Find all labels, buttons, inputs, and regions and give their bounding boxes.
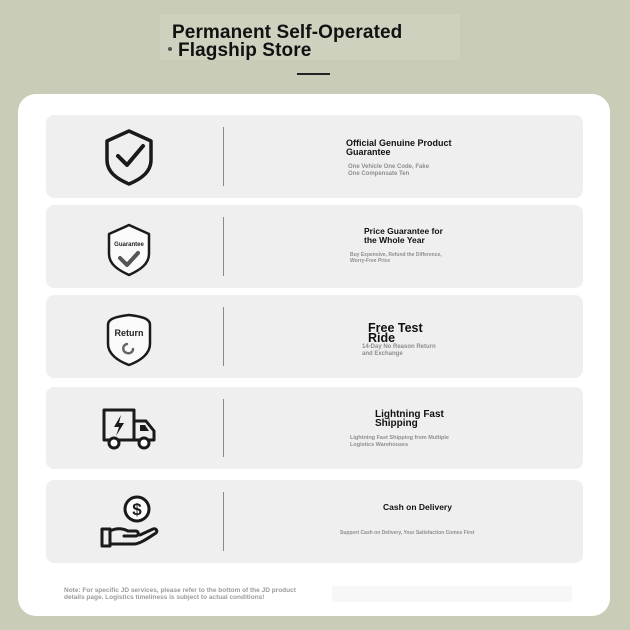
row-divider bbox=[223, 127, 224, 186]
feature-desc: Lightning Fast Shipping from Multiple Logistics Warehouses bbox=[350, 435, 449, 448]
feature-title: Free Test Ride bbox=[368, 321, 423, 345]
row-divider bbox=[223, 307, 224, 366]
title-underline bbox=[297, 73, 330, 75]
row-divider bbox=[223, 492, 224, 551]
feature-title: Lightning Fast Shipping bbox=[375, 409, 444, 429]
guarantee-badge-icon bbox=[98, 216, 160, 278]
footer-note: Note: For specific JD services, please refer to the bottom of the JD product details page. Logistics timeliness is subject to actual conditions! bbox=[64, 587, 296, 601]
feature-desc: One Vehicle One Code, Fake One Compensate Ten bbox=[348, 164, 430, 177]
delivery-truck-icon bbox=[98, 397, 160, 459]
return-badge-text: Return bbox=[114, 327, 144, 338]
feature-title: Cash on Delivery bbox=[383, 502, 452, 512]
feature-desc: 14-Day No Reason Return and Exchange bbox=[362, 344, 436, 357]
svg-text:$: $ bbox=[132, 499, 142, 519]
page-title-line1: Permanent Self-Operated bbox=[172, 22, 403, 43]
feature-title: Official Genuine Product Guarantee bbox=[346, 138, 452, 157]
page-title-line2: Flagship Store bbox=[178, 40, 312, 61]
feature-row-cod bbox=[46, 480, 583, 563]
feature-title: Price Guarantee for the Whole Year bbox=[364, 226, 443, 245]
feature-row-shipping bbox=[46, 387, 583, 469]
feature-desc: Buy Expensive, Refund the Difference, Worry-Free Price bbox=[350, 252, 442, 264]
cash-hand-icon bbox=[98, 491, 160, 553]
feature-row-test-ride bbox=[46, 295, 583, 378]
return-badge-icon bbox=[98, 306, 160, 368]
guarantee-badge-text: Guarantee bbox=[114, 241, 144, 248]
feature-row-price bbox=[46, 205, 583, 288]
note-background bbox=[332, 586, 572, 602]
row-divider bbox=[223, 217, 224, 276]
feature-desc: Support Cash on Delivery, Your Satisfaction Comes First bbox=[340, 530, 475, 536]
row-divider bbox=[223, 399, 224, 457]
shield-check-icon bbox=[98, 126, 160, 188]
feature-row-genuine bbox=[46, 115, 583, 198]
page-title bbox=[172, 24, 402, 60]
